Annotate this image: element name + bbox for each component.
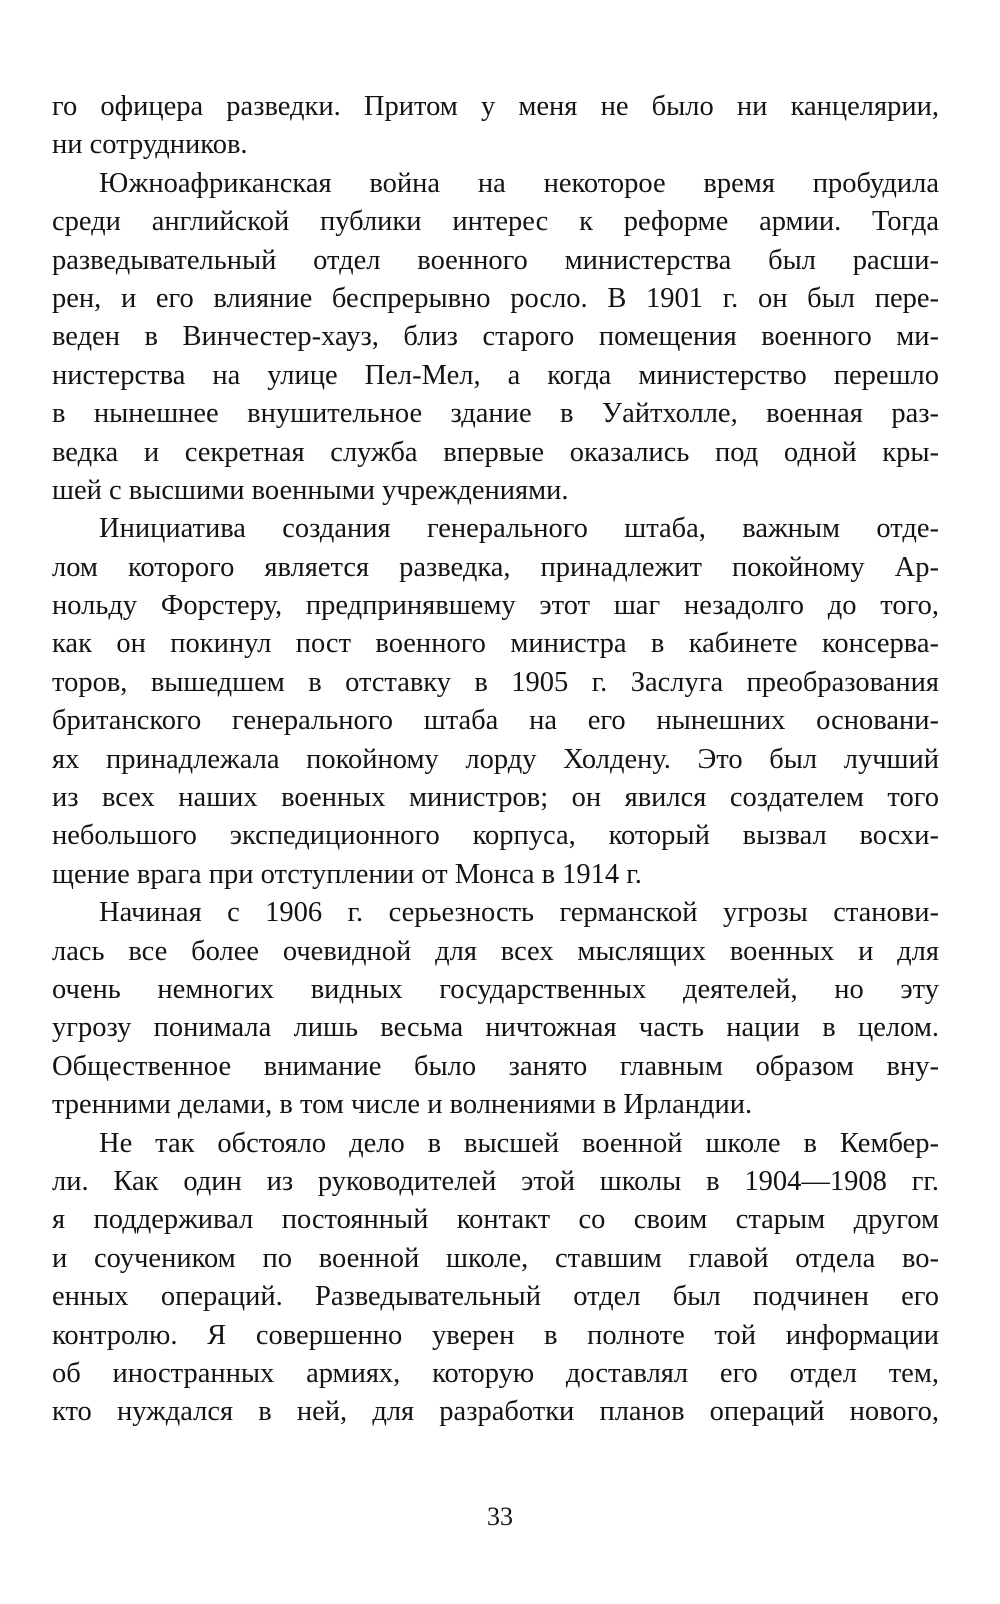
text-line: как он покинул пост военного министра в кабинете консерва- (52, 628, 939, 660)
text-line: Южноафриканская война на некоторое время пробудила (99, 167, 939, 199)
text-line: веден в Винчестер-хауз, близ старого помещения военного ми- (52, 321, 939, 353)
text-line: Общественное внимание было занято главным образом вну- (52, 1050, 939, 1082)
text-line: енных операций. Разведывательный отдел был подчинен его (52, 1281, 939, 1313)
text-line: тренними делами, в том числе и волнениями в Ирландии. (52, 1089, 753, 1121)
text-line: нистерства на улице Пел-Мел, а когда министерство перешло (52, 359, 939, 391)
text-line: я поддерживал постоянный контакт со своим старым другом (52, 1204, 939, 1236)
text-line: очень немногих видных государственных деятелей, но эту (52, 973, 939, 1005)
text-line: кто нуждался в ней, для разработки планов операций нового, (52, 1396, 939, 1428)
text-line: Не так обстояло дело в высшей военной школе в Кембер- (99, 1127, 939, 1159)
text-line: разведывательный отдел военного министерства был расши- (52, 244, 939, 276)
text-line: лом которого является разведка, принадлежит покойному Ар- (52, 551, 939, 583)
text-line: Начиная с 1906 г. серьезность германской угрозы станови- (99, 897, 939, 929)
text-line: торов, вышедшем в отставку в 1905 г. Заслуга преобразования (52, 666, 939, 698)
text-line: из всех наших военных министров; он явился создателем того (52, 782, 939, 814)
text-line: нольду Форстеру, предпринявшему этот шаг незадолго до того, (52, 590, 939, 622)
text-line: ях принадлежала покойному лорду Холдену. Это был лучший (52, 743, 939, 775)
text-line: ни сотрудников. (52, 129, 248, 161)
text-line: контролю. Я совершенно уверен в полноте той информации (52, 1319, 939, 1351)
text-line: британского генерального штаба на его нынешних основани- (52, 705, 939, 737)
text-line: рен, и его влияние беспрерывно росло. В 1901 г. он был пере- (52, 282, 939, 314)
text-line: лась все более очевидной для всех мыслящих военных и для (52, 935, 939, 967)
text-line: шей с высшими военными учреждениями. (52, 474, 569, 506)
text-line: щение врага при отступлении от Монса в 1914 г. (52, 858, 642, 890)
page-body (52, 88, 939, 1432)
text-line: небольшого экспедиционного корпуса, который вызвал восхи- (52, 820, 939, 852)
text-line: об иностранных армиях, которую доставлял его отдел тем, (52, 1357, 939, 1389)
text-line: и соучеником по военной школе, ставшим главой отдела во- (52, 1242, 939, 1274)
text-line: угрозу понимала лишь весьма ничтожная часть нации в целом. (52, 1012, 939, 1044)
text-line: в нынешнее внушительное здание в Уайтхолле, военная раз- (52, 398, 939, 430)
page-number: 33 (487, 1502, 513, 1531)
text-line: го офицера разведки. Притом у меня не было ни канцелярии, (52, 91, 939, 122)
text-line: ли. Как один из руководителей этой школы в 1904—1908 гг. (52, 1165, 939, 1197)
text-line: ведка и секретная служба впервые оказались под одной кры- (52, 436, 939, 468)
text-line: среди английской публики интерес к реформе армии. Тогда (52, 206, 939, 238)
text-line: Инициатива создания генерального штаба, важным отде- (99, 513, 939, 545)
